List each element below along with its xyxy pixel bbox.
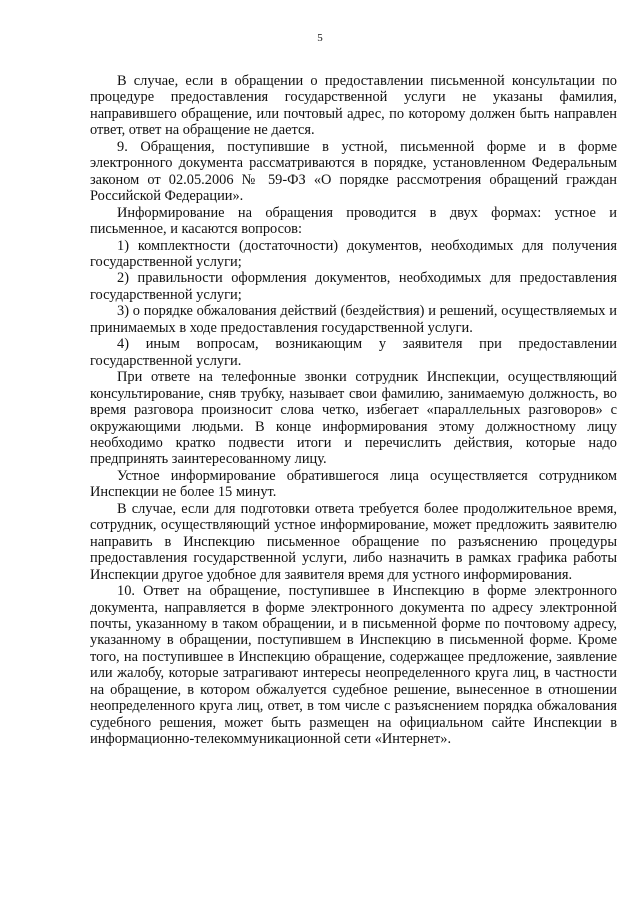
paragraph-item-9-appeals: 9. Обращения, поступившие в устной, письменной форме и в форме электронного документа рассматриваются в порядке, установленном Федеральным законом от 02.05.2006 № 59-ФЗ «О порядке рассмотрения обращений граждан Российской Федерации».: [90, 138, 617, 205]
paragraph-no-consultation-response: В случае, если в обращении о предоставлении письменной консультации по процедуре предоставления государственной услуги не указаны фамилия, направившего обращение, или почтовый адрес, по которому должен быть направлен ответ, ответ на обращение не дается.: [90, 73, 617, 139]
paragraph-longer-preparation: В случае, если для подготовки ответа требуется более продолжительное время, сотрудник, осуществляющий устное информирование, может предложить заявителю направить в Инспекцию письменное обращение по разъяснению процедуры предоставления государственной услуги, либо назначить в рамках графика работы Инспекции другое удобное для заявителя время для устного информирования.: [90, 500, 617, 583]
list-item-3-appeal-procedure: 3) о порядке обжалования действий (бездействия) и решений, осуществляемых и принимаемых в ходе предоставления государственной услуги.: [90, 303, 617, 336]
list-item-1-completeness: 1) комплектности (достаточности) документов, необходимых для получения государственной услуги;: [90, 237, 617, 270]
page-number: 5: [317, 32, 323, 44]
list-item-2-correctness: 2) правильности оформления документов, необходимых для предоставления государственной услуги;: [90, 270, 617, 303]
document-body: [90, 73, 617, 748]
paragraph-information-forms: Информирование на обращения проводится в двух формах: устное и письменное, и касаются вопросов:: [90, 204, 617, 238]
paragraph-phone-calls: При ответе на телефонные звонки сотрудник Инспекции, осуществляющий консультирование, сняв трубку, называет свои фамилию, занимаемую должность, во время разговора произносит слова четко, избегает «параллельных разговоров» с окружающими людьми. В конце информирования этому должностному лицу необходимо кратко подвести итоги и перечислить действия, которые надо предпринять заинтересованному лицу.: [90, 369, 617, 468]
paragraph-oral-duration: Устное информирование обратившегося лица осуществляется сотрудником Инспекции не более 15 минут.: [90, 467, 617, 501]
paragraph-item-10-electronic-response: 10. Ответ на обращение, поступившее в Инспекцию в форме электронного документа, направляется в форме электронного документа по адресу электронной почты, указанному в таком обращении, и в письменной форме по почтовому адресу, указанному в обращении, поступившем в Инспекцию в письменной форме. Кроме того, на поступившее в Инспекцию обращение, содержащее предложение, заявление или жалобу, которые затрагивают интересы неопределенного круга лиц, в частности на обращение, в котором обжалуется судебное решение, вынесенное в отношении неопределенного круга лиц, ответ, в том числе с разъяснением порядка обжалования судебного решения, может быть размещен на официальном сайте Инспекции в информационно-телекоммуникационной сети «Интернет».: [90, 583, 617, 748]
list-item-4-other-questions: 4) иным вопросам, возникающим у заявителя при предоставлении государственной услуги.: [90, 336, 617, 369]
